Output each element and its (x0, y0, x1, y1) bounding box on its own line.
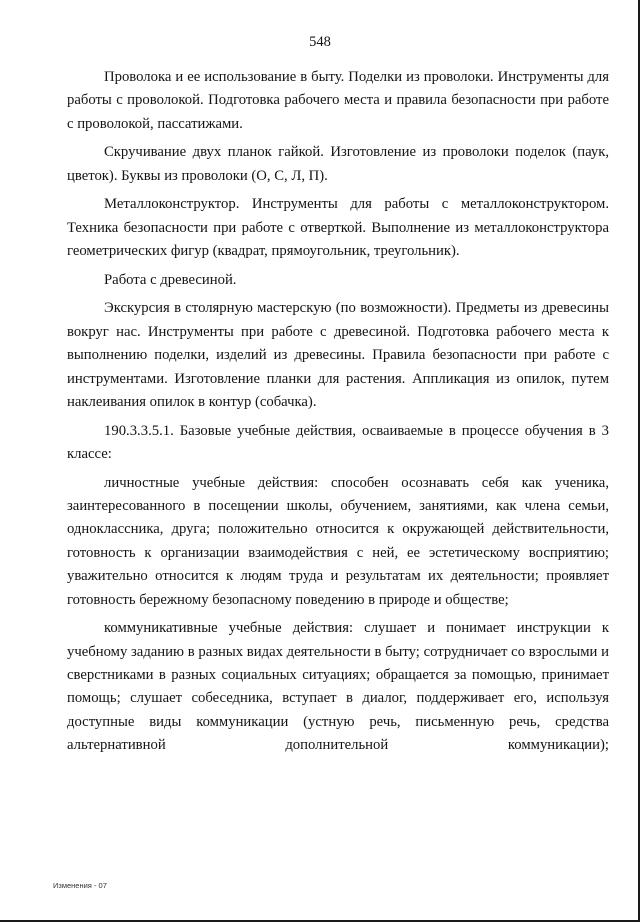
page-number: 548 (309, 34, 331, 50)
paragraph-wire-usage: Проволока и ее использование в быту. Поделки из проволоки. Инструменты для работы с проволокой. Подготовка рабочего места и правила безопасности при работе с проволокой, пассатижами. (67, 69, 609, 132)
paragraph-wood-heading: Работа с древесиной. (104, 271, 237, 288)
paragraph-personal-actions: личностные учебные действия: способен осознавать себя как ученика, заинтересованного в посещении школы, обучением, занятиями, как члена семьи, одноклассника, друга; положительно относится к окружающей действительности, готовность к организации взаимодействия с ней, ее эстетическому восприятию; уважительно относится к людям труда и результатам их деятельности; проявляет готовность бережному безопасному поведению в природе и обществе; (67, 474, 609, 608)
paragraph-wire-crafts: Скручивание двух планок гайкой. Изготовление из проволоки поделок (паук, цветок). Буквы из проволоки (О, С, Л, П). (67, 144, 609, 184)
footer-changes-note: Изменения - 07 (53, 881, 107, 890)
document-body (67, 66, 609, 763)
paragraph-communicative-actions: коммуникативные учебные действия: слушает и понимает инструкции к учебному заданию в разных видах деятельности в быту; сотрудничает со взрослыми и сверстниками в разных социальных ситуациях; обращается за помощью, принимает помощь; слушает собеседника, вступает в диалог, поддерживает его, используя доступные виды коммуникации (устную речь, письменную речь, средства альтернативной дополнительной коммуникации); (67, 620, 609, 754)
paragraph-metal-constructor: Металлоконструктор. Инструменты для работы с металлоконструктором. Техника безопасности при работе с отверткой. Выполнение из металлоконструктора геометрических фигур (квадрат, прямоугольник, треугольник). (67, 196, 609, 260)
paragraph-wood-excursion: Экскурсия в столярную мастерскую (по возможности). Предметы из древесины вокруг нас. Инструменты при работе с древесиной. Подготовка рабочего места к выполнению поделки, изделий из древесины. Правила безопасности при работе с инструментами. Изготовление планки для растения. Аппликация из опилок, путем наклеивания опилок в контур (собачка). (67, 300, 609, 411)
paragraph-section-190: 190.3.3.5.1. Базовые учебные действия, осваиваемые в процессе обучения в 3 классе: (67, 422, 609, 463)
